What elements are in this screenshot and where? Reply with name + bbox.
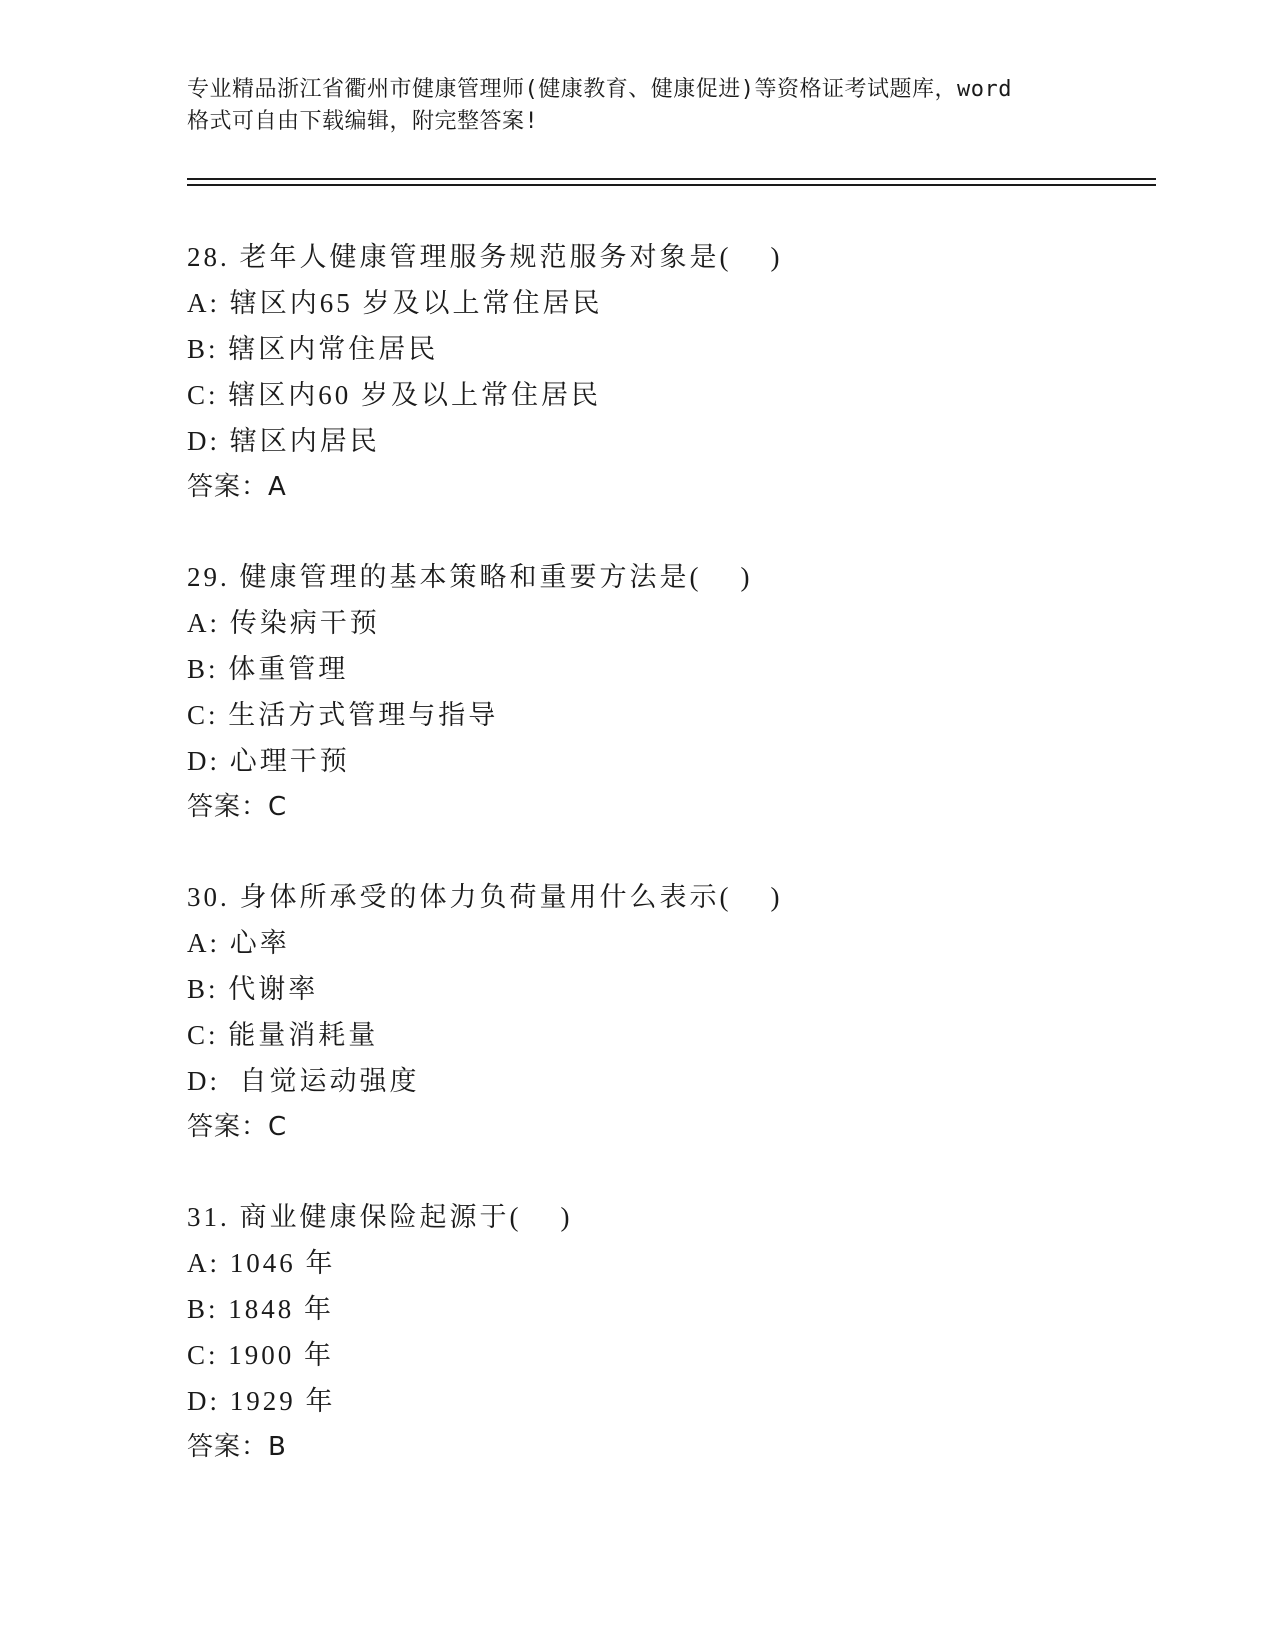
header-line-2: 格式可自由下载编辑，附完整答案! — [187, 109, 539, 134]
option-b: B: 代谢率 — [187, 974, 319, 1004]
option-d: D: 心理干预 — [187, 746, 350, 776]
header-divider-top — [187, 178, 1156, 180]
question-28 — [187, 234, 1137, 510]
question-stem: 31. 商业健康保险起源于( ) — [187, 1202, 573, 1232]
header-line-1: 专业精品浙江省衢州市健康管理师(健康教育、健康促进)等资格证考试题库，word — [187, 77, 1012, 102]
option-a: A: 辖区内65 岁及以上常住居民 — [187, 288, 603, 318]
option-c: C: 能量消耗量 — [187, 1020, 379, 1050]
answer-text: 答案：B — [187, 1432, 287, 1462]
document-header — [187, 74, 1087, 138]
answer-text: 答案：C — [187, 792, 288, 822]
question-29 — [187, 554, 1137, 830]
question-stem: 29. 健康管理的基本策略和重要方法是( ) — [187, 562, 753, 592]
option-b: B: 辖区内常住居民 — [187, 334, 439, 364]
option-a: A: 心率 — [187, 928, 290, 958]
option-a: A: 传染病干预 — [187, 608, 380, 638]
option-b: B: 1848 年 — [187, 1294, 335, 1324]
header-divider-bottom — [187, 184, 1156, 186]
option-d: D: 自觉运动强度 — [187, 1066, 420, 1096]
option-c: C: 辖区内60 岁及以上常住居民 — [187, 380, 602, 410]
question-stem: 30. 身体所承受的体力负荷量用什么表示( ) — [187, 882, 783, 912]
question-31 — [187, 1194, 1137, 1470]
option-b: B: 体重管理 — [187, 654, 349, 684]
option-c: C: 1900 年 — [187, 1340, 335, 1370]
option-d: D: 辖区内居民 — [187, 426, 380, 456]
option-c: C: 生活方式管理与指导 — [187, 700, 499, 730]
option-d: D: 1929 年 — [187, 1386, 336, 1416]
option-a: A: 1046 年 — [187, 1248, 336, 1278]
answer-text: 答案：A — [187, 472, 287, 502]
answer-text: 答案：C — [187, 1112, 288, 1142]
question-30 — [187, 874, 1137, 1150]
question-stem: 28. 老年人健康管理服务规范服务对象是( ) — [187, 242, 783, 272]
